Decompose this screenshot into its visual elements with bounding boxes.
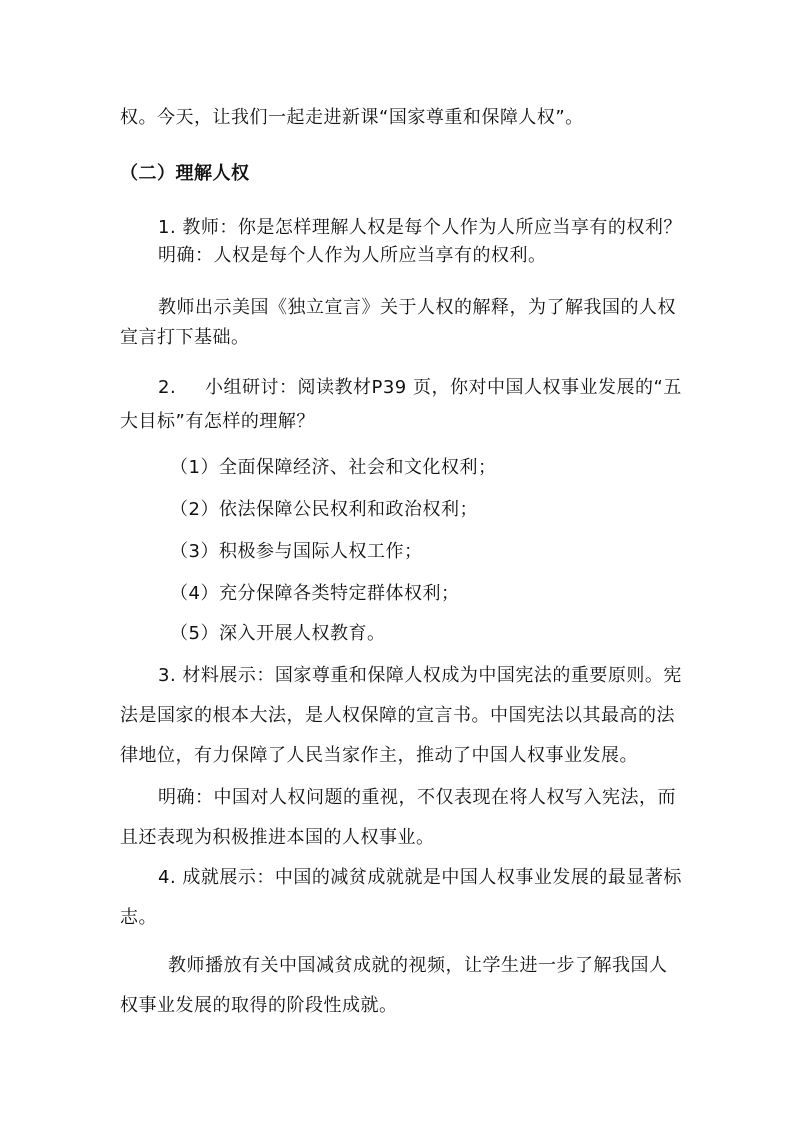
goal-item-3: （3）积极参与国际人权工作； (170, 541, 423, 562)
answer-3-line-1: 明确：中国对人权问题的重视，不仅表现在将人权写入宪法，而 (158, 787, 676, 808)
section-heading: （二）理解人权 (120, 163, 250, 184)
question-1: 1. 教师：你是怎样理解人权是每个人作为人所应当享有的权利？ (158, 217, 682, 238)
intro-paragraph-tail: 权。今天，让我们一起走进新课“国家尊重和保障人权”。 (120, 107, 584, 128)
material-line-1: 3. 材料展示：国家尊重和保障人权成为中国宪法的重要原则。宪 (158, 665, 682, 686)
achievement-line-1: 4. 成就展示：中国的减贫成就就是中国人权事业发展的最显著标 (158, 867, 682, 888)
teacher-paragraph-line-1: 教师出示美国《独立宣言》关于人权的解释，为了解我国的人权 (158, 297, 676, 318)
question-2-continued: 大目标”有怎样的理解？ (120, 411, 315, 432)
answer-1: 明确：人权是每个人作为人所应当享有的权利。 (158, 245, 547, 266)
material-line-2: 法是国家的根本大法，是人权保障的宣言书。中国宪法以其最高的法 (120, 705, 675, 726)
video-paragraph-line-1: 教师播放有关中国减贫成就的视频，让学生进一步了解我国人 (168, 955, 668, 976)
achievement-line-2: 志。 (120, 907, 157, 928)
goal-item-5: （5）深入开展人权教育。 (170, 623, 386, 644)
teacher-paragraph-line-2: 宣言打下基础。 (120, 327, 250, 348)
video-paragraph-line-2: 权事业发展的取得的阶段性成就。 (120, 995, 398, 1016)
question-2-text: 小组研讨：阅读教材P39 页，你对中国人权事业发展的“五 (205, 377, 682, 398)
goal-item-2: （2）依法保障公民权利和政治权利； (170, 499, 478, 520)
goal-item-1: （1）全面保障经济、社会和文化权利； (170, 457, 497, 478)
material-line-3: 律地位，有力保障了人民当家作主，推动了中国人权事业发展。 (120, 745, 638, 766)
question-2-number: 2. (158, 377, 177, 398)
answer-3-line-2: 且还表现为积极推进本国的人权事业。 (120, 827, 435, 848)
goal-item-4: （4）充分保障各类特定群体权利； (170, 583, 460, 604)
